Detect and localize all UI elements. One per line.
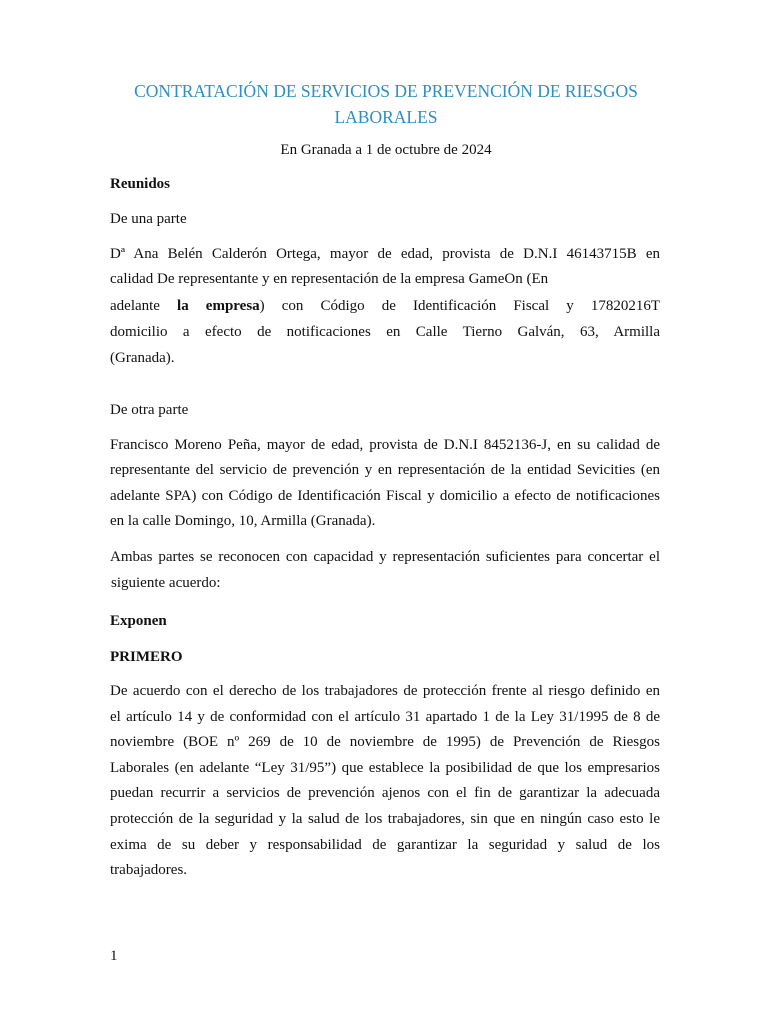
page-number: 1	[110, 948, 118, 964]
party1-line-2: calidad De representante y en representación de la empresa GameOn (En	[110, 271, 549, 287]
party2-line-3: adelante SPA) con Código de Identificación Fiscal y domicilio a efecto de notificaciones	[110, 488, 660, 504]
otra-parte-label: De otra parte	[110, 402, 189, 418]
primero-line-3: noviembre (BOE nº 269 de 10 de noviembre de 1995) de Prevención de Riesgos	[110, 734, 660, 750]
una-parte-label: De una parte	[110, 211, 187, 227]
party2-line-4: en la calle Domingo, 10, Armilla (Granada).	[110, 513, 376, 529]
primero-line-6: protección de la seguridad y la salud de los trabajadores, sin que en ningún caso esto le	[110, 811, 660, 827]
ambas-line-1: Ambas partes se reconocen con capacidad y representación suficientes para concertar el	[110, 549, 660, 565]
ambas-line-2: siguiente acuerdo:	[111, 575, 221, 591]
exponen-heading: Exponen	[110, 613, 167, 629]
title-line-2: LABORALES	[334, 107, 438, 127]
party1-line-1: Dª Ana Belén Calderón Ortega, mayor de edad, provista de D.N.I 46143715B en	[110, 246, 660, 262]
party2-line-2: representante del servicio de prevención y en representación de la entidad Sevicities (en	[110, 462, 660, 478]
reunidos-heading: Reunidos	[110, 176, 171, 192]
primero-line-4: Laborales (en adelante “Ley 31/95”) que establece la posibilidad de que los empresarios	[110, 760, 660, 776]
primero-line-2: el artículo 14 y de conformidad con el artículo 31 apartado 1 de la Ley 31/1995 de 8 de	[110, 709, 660, 725]
primero-line-8: trabajadores.	[110, 862, 188, 878]
empresa-bold-term: la empresa	[177, 298, 260, 314]
primero-line-1: De acuerdo con el derecho de los trabajadores de protección frente al riesgo definido en	[110, 683, 660, 699]
primero-heading: PRIMERO	[110, 649, 183, 665]
party1-line-5: (Granada).	[110, 350, 175, 366]
party1-line-4: domicilio a efecto de notificaciones en Calle Tierno Galván, 63, Armilla	[110, 324, 660, 340]
primero-line-7: exima de su deber y responsabilidad de garantizar la seguridad y salud de los	[110, 837, 660, 853]
document-title	[100, 78, 672, 130]
party1-line-3	[110, 296, 660, 316]
primero-line-5: puedan recurrir a servicios de prevención ajenos con el fin de garantizar la adecuada	[110, 785, 660, 801]
date-line: En Granada a 1 de octubre de 2024	[280, 142, 492, 158]
party1-line-3-post: ) con Código de Identificación Fiscal y 17820216T	[259, 298, 660, 314]
party1-line-3-pre: adelante	[110, 298, 178, 314]
party2-line-1: Francisco Moreno Peña, mayor de edad, provista de D.N.I 8452136-J, en su calidad de	[110, 437, 660, 453]
title-line-1: CONTRATACIÓN DE SERVICIOS DE PREVENCIÓN DE RIESGOS	[134, 81, 638, 101]
